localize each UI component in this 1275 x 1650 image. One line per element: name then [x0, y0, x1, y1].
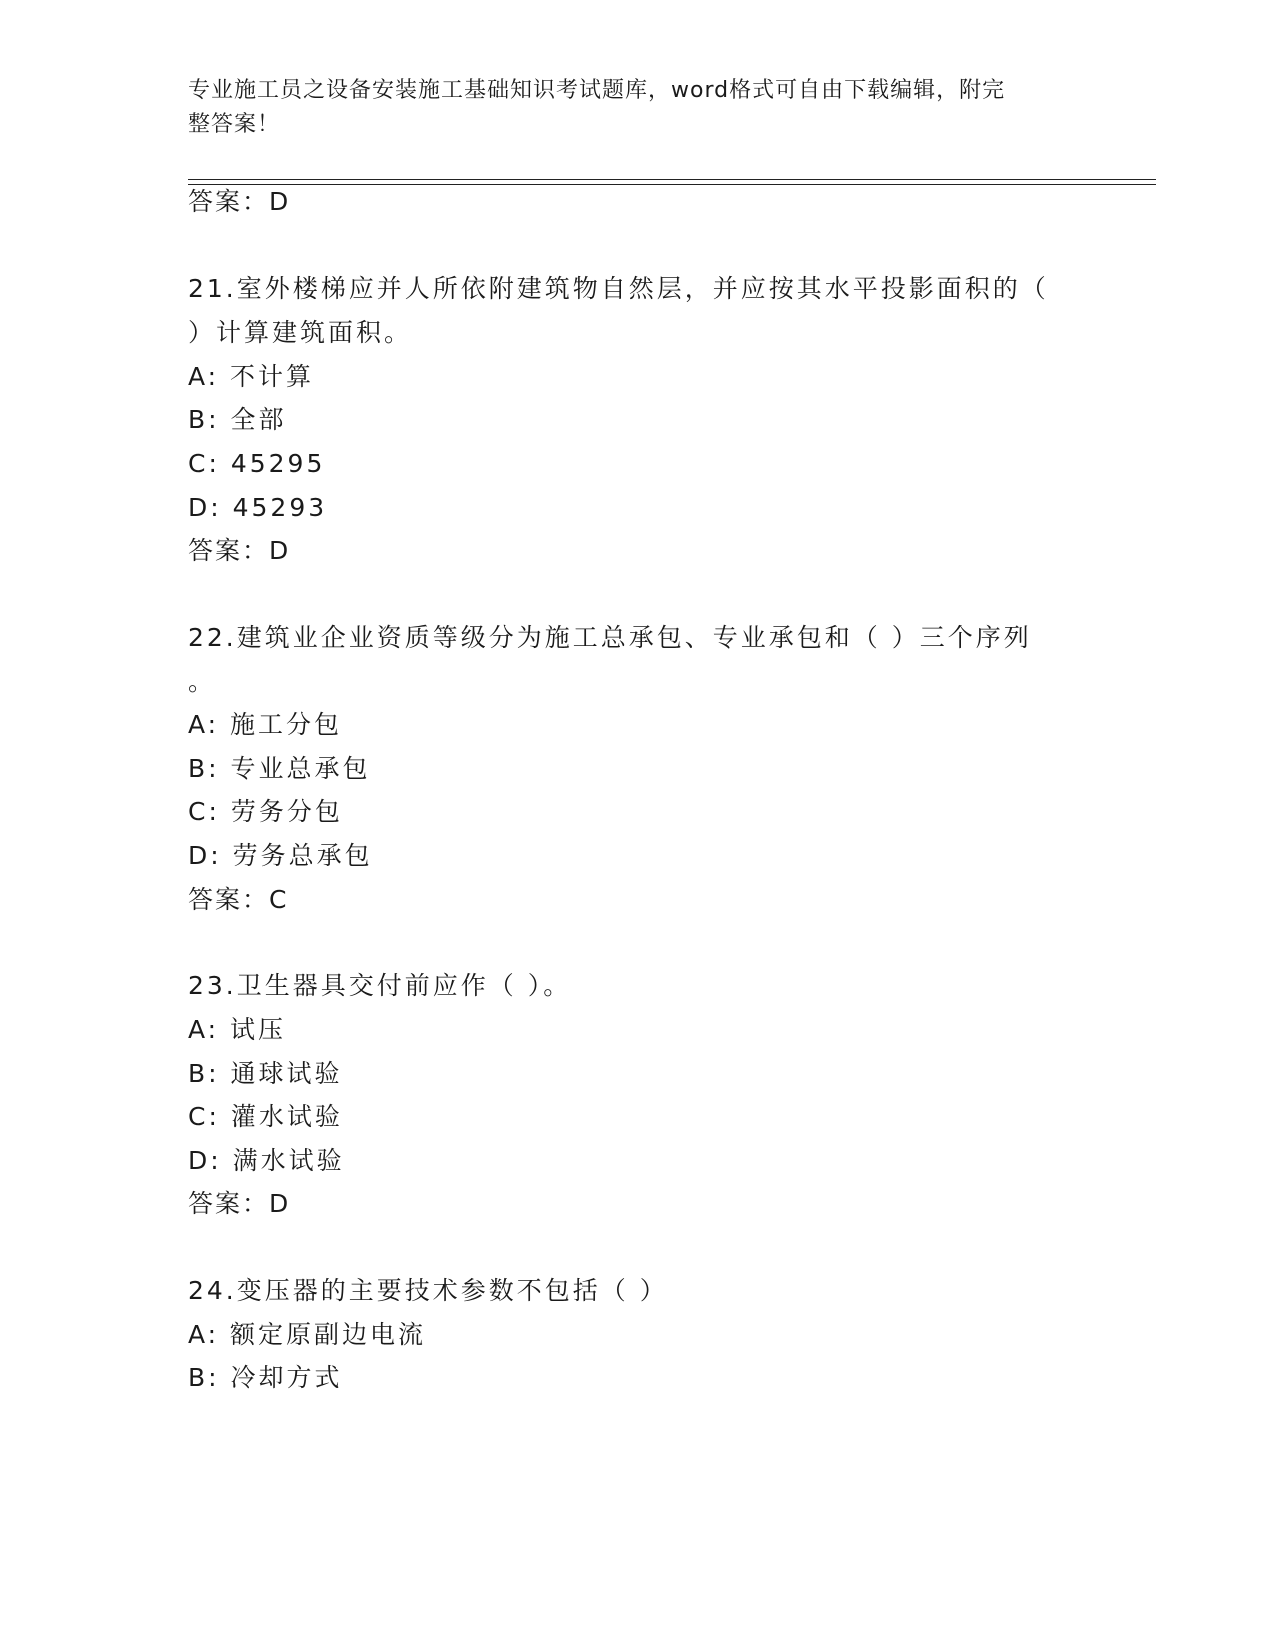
question-24-option-b: B: 冷却方式	[188, 1363, 343, 1392]
question-21-stem-line-1: 21.室外楼梯应并人所依附建筑物自然层，并应按其水平投影面积的（	[188, 274, 1049, 303]
document-header	[188, 74, 1078, 142]
header-line-1: 专业施工员之设备安装施工基础知识考试题库，word格式可自由下载编辑，附完	[188, 78, 1006, 103]
question-21-answer: 答案：D	[188, 536, 291, 565]
question-23-answer: 答案：D	[188, 1189, 291, 1218]
question-21-option-c: C: 45295	[188, 449, 326, 478]
question-21-option-b: B: 全部	[188, 405, 287, 434]
question-23-option-c: C: 灌水试验	[188, 1102, 343, 1131]
header-line-2: 整答案！	[188, 112, 281, 137]
header-divider-top	[188, 179, 1156, 180]
question-22-stem-line-2: 。	[188, 667, 217, 696]
question-22-option-c: C: 劳务分包	[188, 797, 343, 826]
question-22-option-d: D: 劳务总承包	[188, 841, 373, 870]
header-divider-bottom	[188, 184, 1156, 185]
question-22-option-a: A: 施工分包	[188, 710, 343, 739]
question-21-stem-line-2: ）计算建筑面积。	[188, 318, 413, 347]
question-22-stem-line-1: 22.建筑业企业资质等级分为施工总承包、专业承包和（ ）三个序列	[188, 623, 1032, 652]
question-22-answer: 答案：C	[188, 885, 289, 914]
question-21-option-d: D: 45293	[188, 493, 328, 522]
question-22-option-b: B: 专业总承包	[188, 754, 371, 783]
question-24-stem: 24.变压器的主要技术参数不包括（ ）	[188, 1276, 668, 1305]
question-23-option-d: D: 满水试验	[188, 1146, 345, 1175]
question-23-option-b: B: 通球试验	[188, 1059, 343, 1088]
previous-answer: 答案：D	[188, 187, 291, 216]
question-24-option-a: A: 额定原副边电流	[188, 1320, 427, 1349]
question-23-option-a: A: 试压	[188, 1015, 287, 1044]
question-21-option-a: A: 不计算	[188, 362, 315, 391]
question-23-stem: 23.卫生器具交付前应作（ ）。	[188, 971, 572, 1000]
